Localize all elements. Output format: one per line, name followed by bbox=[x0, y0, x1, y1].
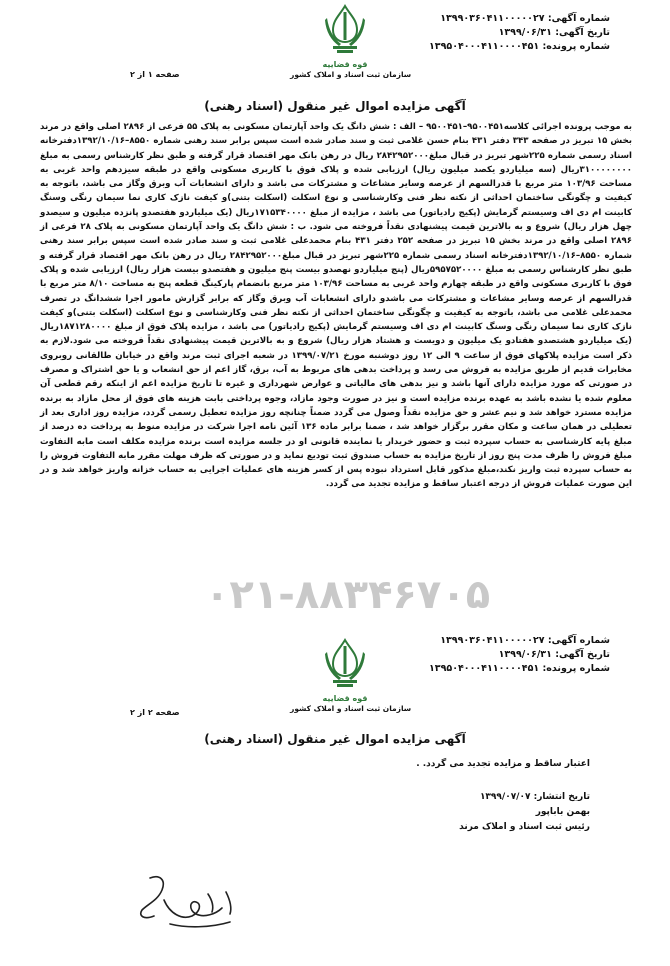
notice-title-1: آگهی مزایده اموال غیر منقول (اسناد رهنی) bbox=[204, 99, 466, 113]
file-number: شماره پرونده: ۱۳۹۵۰۴۰۰۰۴۱۱۰۰۰۰۴۵۱ bbox=[429, 41, 610, 52]
emblem-2 bbox=[290, 636, 412, 714]
page-label-1: صفحه ۱ از ۲ bbox=[130, 70, 180, 79]
page-label-2: صفحه ۲ از ۲ bbox=[130, 708, 180, 717]
emblem-caption-org: سازمان ثبت اسناد و املاک کشور bbox=[290, 704, 412, 713]
notice-date: تاریخ آگهی: ۱۳۹۹/۰۶/۳۱ bbox=[498, 27, 610, 38]
emblem-icon bbox=[319, 636, 371, 690]
file-number-2: شماره پرونده: ۱۳۹۵۰۴۰۰۰۴۱۱۰۰۰۰۴۵۱ bbox=[429, 663, 610, 674]
signature-block bbox=[459, 790, 590, 835]
continuation-text: اعتبار ساقط و مزایده تجدید می گردد. . bbox=[416, 759, 590, 769]
publish-date: تاریخ انتشار: ۱۳۹۹/۰۷/۰۷ bbox=[479, 792, 590, 802]
phone-watermark: ۰۲۱-۸۸۳۴۶۷۰۵ bbox=[205, 572, 491, 618]
notice-number-2: شماره آگهی: ۱۳۹۹۰۳۶۰۴۱۱۰۰۰۰۰۲۷ bbox=[440, 635, 610, 646]
notice-number: شماره آگهی: ۱۳۹۹۰۳۶۰۴۱۱۰۰۰۰۰۲۷ bbox=[440, 13, 610, 24]
signature bbox=[130, 870, 250, 940]
notice-body: به موجب پرونده اجرائی کلاسه۹۵۰۰۴۵۱–۹۵۰۰۴۵۱ – الف : شش دانگ یک واحد آپارتمان مسکونی به پلاک ۵۵ فرعی از ۲۸۹۶ اصلی واقع در مرند بخش ۱۵ تبریز در صفحه ۳۴۳ دفتر ۴۳۱ بنام حسن غلامی ثبت و سند صادر شده است سپس برابر سند رهنی شماره ۸۵۵۰–۱۳۹۲/۱۰/۱۶دفترخانه اسناد رسمی شماره ۲۲۵شهر تبریز در قبال مبلغ۲۸۴۲۹۵۲۰۰۰ ریال در رهن بانک مهر اقتصاد قرار گرفته و طبق نظر کارشناس رسمی به مبلغ ۳۱۰۰۰۰۰۰۰۰ریال (سه میلیاردو یکصد میلیون ریال) ارزیابی شده و پلاک فوق با کاربری مسکونی واقع در طبقه سیزدهم واحد غربی به مساحت ۱۰۳/۹۶ متر مربع با قدرالسهم از عرصه وسایر مشاعات و مشترکات می باشد و دارای انشعابات آب وبرق وگاز می باشد، باتوجه به کیفیت و چگونگی ساختمان احداثی از نکته نظر فنی وکارشناسی و نوع اسکلت (اسکلت بتنی)و کیفت نازک کاری نما سیمان رنگی وسنگ کابینت ام دی اف وسیستم گرمایش (پکیج رادیاتور) می باشد ، مزایده از مبلغ ۱۷۱۵۳۴۰۰۰۰ریال (یک میلیاردو هفتصدو پانزده میلیون و سیصدو چهل هزار ریال) شروع و به بالاترین قیمت پیشنهادی نقداً فروخته می شود. ب : شش دانگ یک واحد آپارتمان مسکونی به پلاک ۲۸ فرعی از ۲۸۹۶ اصلی واقع در مرند بخش ۱۵ تبریز در صفحه ۲۵۲ دفتر ۴۳۱ بنام محمدعلی غلامی ثبت و سند صادر شده است سپس برابر سند رهنی شماره ۸۵۵۰–۱۳۹۲/۱۰/۱۶دفترخانه اسناد رسمی شماره ۲۲۵شهر تبریز در قبال مبلغ۲۸۴۲۹۵۲۰۰۰ ریال در رهن بانک مهر اقتصاد قرار گرفته و طبق نظر کارشناس رسمی به مبلغ ۵۹۵۷۵۲۰۰۰۰ریال (پنج میلیاردو نهصدو بیست پنج میلیون و هفتصدو بیست هزار ریال) ارزیابی شده و پلاک فوق با کاربری مسکونی واقع در طبقه چهارم واحد غربی به مساحت ۱۰۳/۹۶ متر مربع بانضمام پارکینگ قطعه پنج به مساحت ۸/۱۰ متر مربع با قدرالسهم از عرصه وسایر مشاعات و مشترکات می باشدو دارای انشعابات آب وبرق وگاز که برابر گزارش مامور اجرا ششدانگ در تصرف محمدعلی غلامی می باشد، باتوجه به کیفیت و چگونگی ساختمان احداثی از نکته نظر فنی وکارشناسی و نوع اسکلت (اسکلت بتنی)و کیفت نازک کاری نما سیمان رنگی وسنگ کابینت ام دی اف وسیستم گرمایش (پکیج رادیاتور) می باشد ، مزایده پلاک فوق از مبلغ ۱۸۷۱۲۸۰۰۰۰ریال (یک میلیاردو هشتصدو هفتادو یک میلیون و دویست و هشتاد هزار ریال) شروع و به بالاترین قیمت پیشنهادی نقداً فروخته می شود.لازم به ذکر است مزایده پلاکهای فوق از ساعت ۹ الی ۱۲ روز دوشنبه مورخ ۱۳۹۹/۰۷/۲۱ در شعبه اجرای ثبت مرند واقع در خیابان طالقانی روبروی مخابرات قدیم از طریق مزایده به فروش می رسد و پرداخت بدهی های مربوط به آب، برق، گاز اعم از حق انشعاب و یا حق اشتراک و مصرف در صورتی که مورد مزایده دارای آنها باشد و نیز بدهی های مالیاتی و عوارض شهرداری و غیره تا تاریخ مزایده اعم از اینکه رقم قطعی آن معلوم شده یا نشده باشد به عهده برنده مزایده است و نیز در صورت وجود مازاد، وجوه پرداختی بابت هزینه های فوق از محل مازاد به برنده مزایده مسترد خواهد شد و نیم عشر و حق مزایده نقداً وصول می گردد ضمناً چنانچه روز مزایده تعطیل رسمی گردد، مزایده روز اداری بعد از تعطیلی در همان ساعت و مکان مقرر برگزار خواهد شد ، ضمنا برابر ماده ۱۳۶ آئین نامه اجرا شرکت در مزایده منوط به پرداخت ده درصد از مبلغ پایه کارشناسی به حساب سپرده ثبت و حضور خریدار یا نماینده قانونی او در جلسه مزایده است برنده مزایده مکلف است مابه التفاوت مبلغ فروش را ظرف مدت پنج روز از تاریخ مزایده به حساب صندوق ثبت تودیع نماید و در صورتی که ظرف مهلت مقرر مابه التفاوت فروش را به حساب سپرده ثبت واریز نکند،مبلغ مذکور قابل استرداد نبوده پس از کسر هزینه های عملیات اجرایی به حساب خزانه واریز خواهد شد و در این صورت عملیات فروش از درجه اعتبار ساقط و مزایده تجدید می گردد. bbox=[40, 122, 633, 490]
notice-date-2: تاریخ آگهی: ۱۳۹۹/۰۶/۳۱ bbox=[498, 649, 610, 660]
signer-name: بهمن باباپور bbox=[535, 807, 590, 817]
signer-title: رئیس ثبت اسناد و املاک مرند bbox=[459, 822, 590, 832]
emblem-icon bbox=[319, 2, 371, 56]
emblem-caption: قوه قضاییه bbox=[322, 60, 368, 69]
emblem-caption: قوه قضاییه bbox=[322, 694, 368, 703]
header-meta-2 bbox=[429, 634, 610, 676]
emblem-1 bbox=[290, 2, 412, 80]
header-meta-1 bbox=[429, 12, 610, 54]
emblem-caption-org: سازمان ثبت اسناد و املاک کشور bbox=[290, 70, 412, 79]
notice-title-2: آگهی مزایده اموال غیر منقول (اسناد رهنی) bbox=[204, 732, 466, 746]
